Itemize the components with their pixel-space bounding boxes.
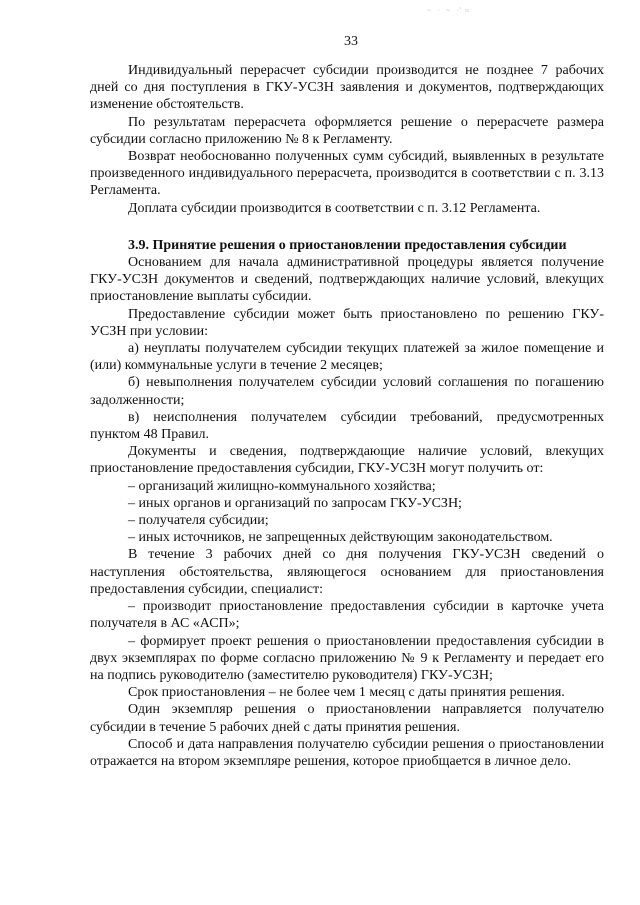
paragraph: Срок приостановления – не более чем 1 месяц с даты принятия решения.: [128, 685, 565, 701]
document-page: [90, 0, 604, 905]
paragraph: Один экземпляр решения о приостановлении направляется получателю субсидии в течение 5 рабочих дней с даты принятия решения.: [90, 702, 604, 735]
paragraph: Индивидуальный перерасчет субсидии производится не позднее 7 рабочих дней со дня поступления в ГКУ-УСЗН заявления и документов, подтверждающих изменение обстоятельств.: [90, 63, 604, 113]
paragraph: Возврат необоснованно полученных сумм субсидий, выявленных в результате произведенного индивидуального перерасчета, производится в соответствии с п. 3.13 Регламента.: [90, 149, 604, 199]
paragraph: По результатам перерасчета оформляется решение о перерасчете размера субсидии согласно приложению № 8 к Регламенту.: [90, 114, 604, 147]
dash-list-item: – производит приостановление предоставления субсидии в карточке учета получателя в АС «АСП»;: [90, 599, 604, 632]
paragraph: Доплата субсидии производится в соответствии с п. 3.12 Регламента.: [128, 200, 541, 216]
scan-artifact: ~ · ~ ·̃ ≈: [427, 6, 472, 15]
dash-list-item: – иных источников, не запрещенных действующим законодательством.: [128, 530, 553, 546]
page-content: [90, 62, 604, 770]
dash-list-item: – получателя субсидии;: [128, 513, 269, 529]
paragraph: Способ и дата направления получателю субсидии решения о приостановлении отражается на втором экземпляре решения, которое приобщается в личное дело.: [90, 736, 604, 769]
paragraph: Документы и сведения, подтверждающие наличие условий, влекущих приостановление предоставления субсидии, ГКУ-УСЗН могут получить от:: [90, 444, 604, 477]
dash-list-item: – формирует проект решения о приостановлении предоставления субсидии в двух экземплярах по форме согласно приложению № 9 к Регламенту и передает его на подпись руководителю (заместителю руководителя) ГКУ-УСЗН;: [90, 633, 604, 683]
paragraph: Предоставление субсидии может быть приостановлено по решению ГКУ-УСЗН при условии:: [90, 306, 604, 339]
dash-list-item: – организаций жилищно-коммунального хозяйства;: [128, 478, 436, 494]
page-number: 33: [344, 34, 358, 49]
list-item: а) неуплаты получателем субсидии текущих платежей за жилое помещение и (или) коммунальные услуги в течение 2 месяцев;: [90, 341, 604, 374]
list-item: б) невыполнения получателем субсидии условий соглашения по погашению задолженности;: [90, 375, 604, 408]
paragraph: В течение 3 рабочих дней со дня получения ГКУ-УСЗН сведений о наступления обстоятельства, являющегося основанием для приостановления предоставления субсидии, специалист:: [90, 547, 604, 597]
section-heading: 3.9. Принятие решения о приостановлении предоставления субсидии: [128, 237, 567, 253]
paragraph: Основанием для начала административной процедуры является получение ГКУ-УСЗН документов и сведений, подтверждающих наличие условий, влекущих приостановление выплаты субсидии.: [90, 255, 604, 305]
section-spacer: [90, 217, 604, 237]
dash-list-item: – иных органов и организаций по запросам ГКУ-УСЗН;: [128, 495, 462, 511]
list-item: в) неисполнения получателем субсидии требований, предусмотренных пунктом 48 Правил.: [90, 409, 604, 443]
